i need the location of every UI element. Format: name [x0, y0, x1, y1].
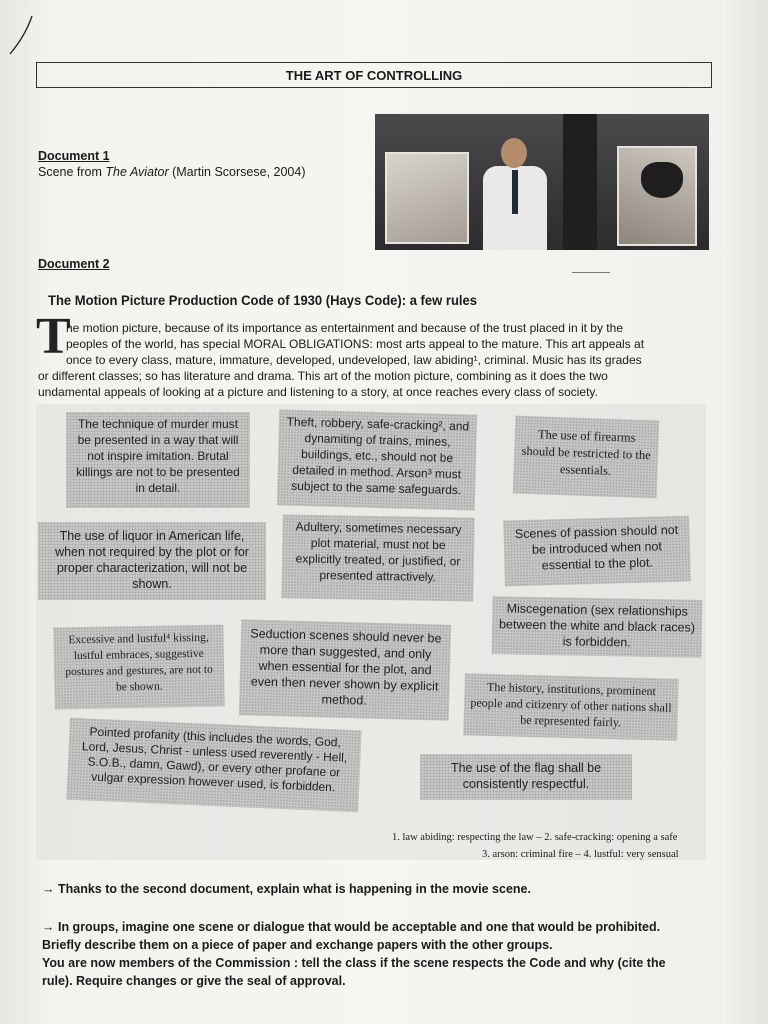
document-1-heading: Document 1: [38, 149, 110, 163]
document-1-caption: [38, 165, 305, 179]
rule-seduction: Seduction scenes should never be more than suggested, and only when essential for the plot, and even then never shown by explicit method.: [239, 619, 451, 720]
movie-scene-photo: [375, 114, 709, 250]
rule-theft: Theft, robbery, safe-cracking², and dynamiting of trains, mines, buildings, etc., should not be detailed in method. Arson³ must subject to the same safeguards.: [277, 409, 477, 510]
footnote-line-2: 3. arson: criminal fire – 4. lustful: very sensual: [482, 849, 679, 860]
document-2-heading: Document 2: [38, 257, 110, 271]
rule-murder: The technique of murder must be presented in a way that will not inspire imitation. Brutal killings are not to be presented in detail.: [66, 412, 250, 508]
intro-line-4: or different classes; so has literature and drama. This art of the motion picture, combining as it does the two: [38, 369, 608, 383]
caption-prefix: Scene from: [38, 165, 106, 179]
question-2-line-3: You are now members of the Commission : tell the class if the scene respects the Code and why (cite the: [42, 956, 666, 970]
photo-board-left: [385, 152, 469, 244]
question-2-line-1: → In groups, imagine one scene or dialogue that would be acceptable and one that would be prohibited.: [42, 920, 661, 934]
intro-line-2: peoples of the world, has special MORAL OBLIGATIONS: most arts appeal to the mature. This art appeals at: [66, 337, 645, 351]
caption-suffix: (Martin Scorsese, 2004): [168, 165, 306, 179]
intro-line-1: he motion picture, because of its importance as entertainment and because of the trust placed in it by the: [66, 321, 623, 335]
rule-miscegenation: Miscegenation (sex relationships between the white and black races) is forbidden.: [492, 596, 703, 658]
rule-other-nations: The history, institutions, prominent people and citizenry of other nations shall be represented fairly.: [463, 673, 679, 741]
drop-cap: T: [36, 308, 71, 365]
intro-line-5: undamental appeals of looking at a picture and listening to a story, at once reaches every class of society.: [38, 385, 598, 399]
rule-profanity: Pointed profanity (this includes the words, God, Lord, Jesus, Christ - unless used reverently - Hell, S.O.B., damn, Gawd), or every other profane or vulgar expression however used, is forbidden.: [66, 718, 361, 813]
intro-line-3: once to every class, mature, immature, developed, undeveloped, law abiding¹, criminal. Music has its grades: [66, 353, 642, 367]
question-2-line-2: Briefly describe them on a piece of paper and exchange papers with the other groups.: [42, 938, 553, 952]
rule-liquor: The use of liquor in American life, when not required by the plot or for proper characterization, will not be shown.: [38, 522, 266, 600]
code-title: The Motion Picture Production Code of 1930 (Hays Code): a few rules: [48, 292, 478, 308]
worksheet-title: THE ART OF CONTROLLING: [36, 62, 712, 88]
rule-kissing: Excessive and lustful⁴ kissing, lustful embraces, suggestive postures and gestures, are not to be shown.: [53, 625, 224, 710]
question-2-line-4: rule). Require changes or give the seal of approval.: [42, 974, 346, 988]
film-title: The Aviator: [105, 165, 169, 179]
pen-stroke-mark: [6, 14, 36, 56]
question-1: → Thanks to the second document, explain what is happening in the movie scene.: [42, 882, 531, 896]
footnote-line-1: 1. law abiding: respecting the law – 2. safe-cracking: opening a safe: [392, 832, 678, 843]
rule-passion: Scenes of passion should not be introduced when not essential to the plot.: [503, 516, 691, 587]
divider: [572, 272, 610, 273]
rule-flag: The use of the flag shall be consistently respectful.: [420, 754, 632, 800]
rule-firearms: The use of firearms should be restricted to the essentials.: [513, 416, 660, 499]
rule-adultery: Adultery, sometimes necessary plot material, must not be explicitly treated, or justified, or presented attractively.: [281, 514, 474, 601]
